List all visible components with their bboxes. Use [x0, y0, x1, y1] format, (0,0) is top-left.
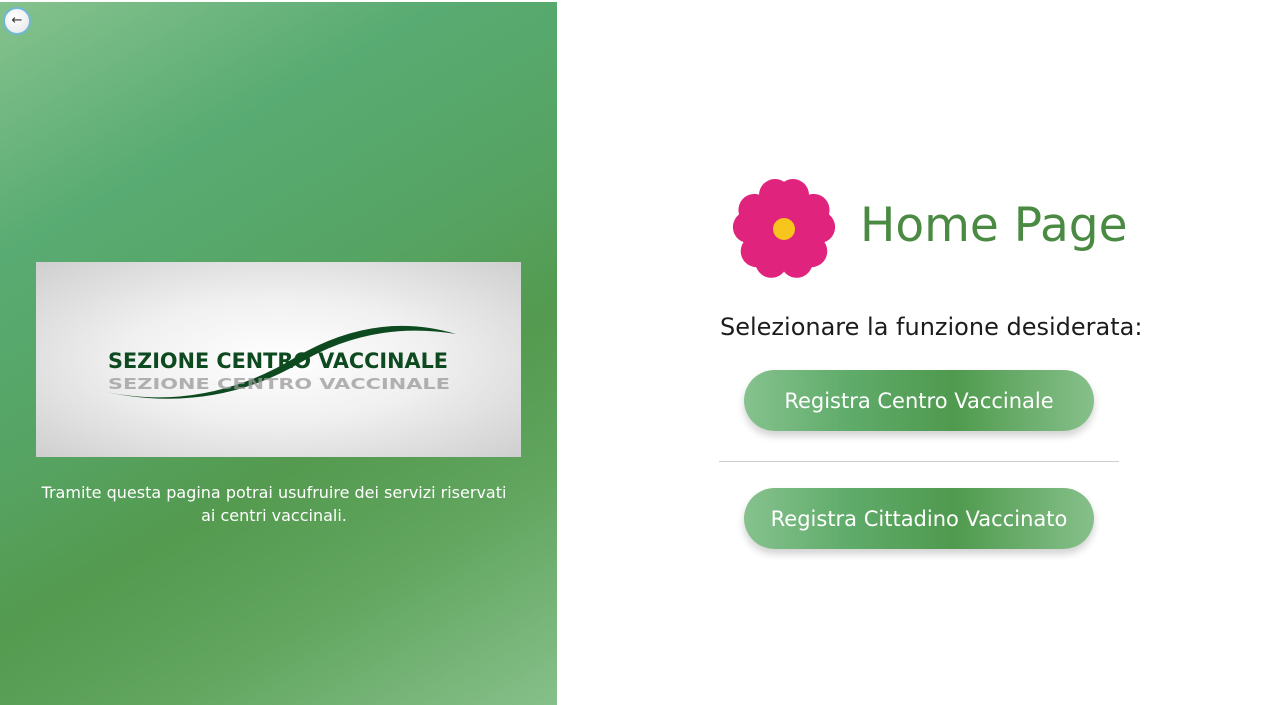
instructions-text: Selezionare la funzione desiderata: — [720, 313, 1143, 341]
left-panel — [0, 2, 557, 705]
divider — [719, 461, 1119, 462]
flower-icon — [732, 176, 836, 282]
register-citizen-button[interactable]: Registra Cittadino Vaccinato — [744, 488, 1094, 549]
logo-text: SEZIONE CENTRO VACCINALE — [108, 349, 448, 373]
register-center-button[interactable]: Registra Centro Vaccinale — [744, 370, 1094, 431]
back-arrow-icon: ← — [11, 13, 23, 28]
logo-reflection: SEZIONE CENTRO VACCINALE — [108, 375, 450, 393]
logo-banner — [36, 262, 521, 457]
panel-description: Tramite questa pagina potrai usufruire dei servizi riservati ai centri vaccinali. — [41, 483, 507, 525]
page-title: Home Page — [860, 198, 1128, 253]
back-button[interactable] — [3, 7, 31, 35]
logo-graphic — [36, 262, 521, 457]
